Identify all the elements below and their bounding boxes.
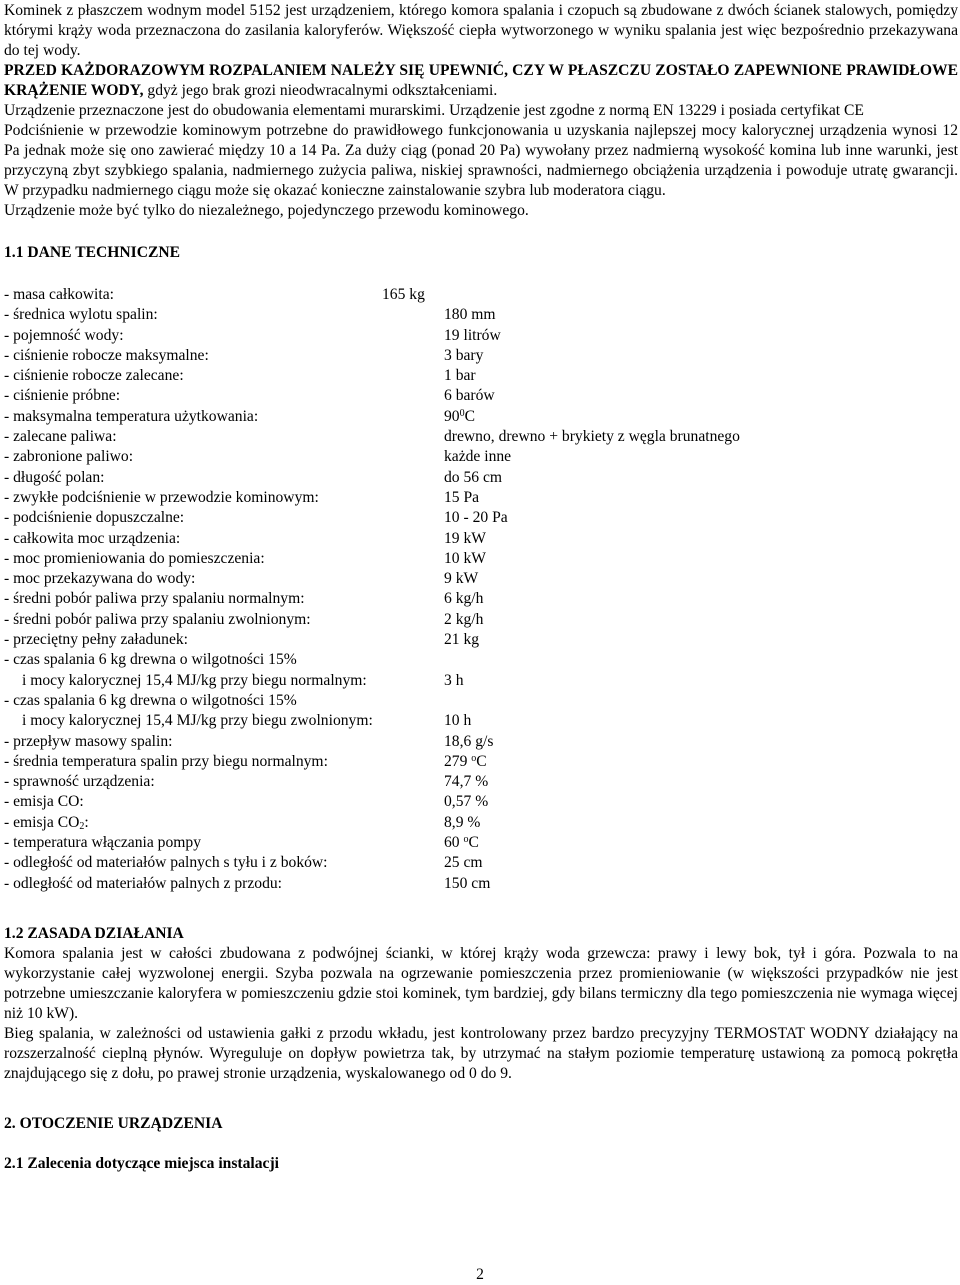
tech-data-row <box>4 610 958 630</box>
tech-data-row <box>4 650 958 670</box>
tech-data-label: i mocy kalorycznej 15,4 MJ/kg przy biegu zwolnionym: <box>22 712 373 730</box>
tech-data-row <box>4 630 958 650</box>
tech-data-label: - moc przekazywana do wody: <box>4 570 196 588</box>
operation-paragraph-2: Bieg spalania, w zależności od ustawienia gałki z przodu wkładu, jest kontrolowany przez bardzo precyzyjny TERMOSTAT WODNY działający na rozszerzalność cieplną płynów. Wyreguluje on dopływ powietrza tak, by utrzymać na stałym poziomie temperaturę ustawioną za pomocą pokrętła znajdującego się z dołu, po prawej stronie urządzenia, wyskalowanego od 0 do 9. <box>4 1024 958 1082</box>
tech-data-value: 18,6 g/s <box>444 732 494 750</box>
tech-data-value: 10 kW <box>444 549 487 567</box>
warning-paragraph <box>4 61 958 101</box>
tech-data-value: 60 $^o$C <box>444 834 479 852</box>
tech-data-label: - średni pobór paliwa przy spalaniu normalnym: <box>4 590 305 608</box>
tech-data-row <box>4 874 958 894</box>
tech-data-value: 150 cm <box>444 874 491 892</box>
tech-data-label: - czas spalania 6 kg drewna o wilgotności 15% <box>4 691 297 709</box>
tech-data-label: - temperatura włączania pompy <box>4 834 201 852</box>
tech-data-value: 9 kW <box>444 570 479 588</box>
tech-data-value: 10 - 20 Pa <box>444 509 508 527</box>
warning-bold-text: PRZED KAŻDORAZOWYM ROZPALANIEM NALEŻY SIĘ UPEWNIĆ, CZY W PŁASZCZU ZOSTAŁO ZAPEWNIONE PRAWIDŁOWE KRĄŻENIE WODY, <box>4 62 958 99</box>
tech-data-value: 180 mm <box>444 306 496 324</box>
tech-data-row <box>4 346 958 366</box>
tech-data-value: 3 h <box>444 671 464 689</box>
tech-data-row <box>4 407 958 427</box>
tech-data-value: drewno, drewno + brykiety z węgla brunatnego <box>444 428 740 446</box>
tech-data-row <box>4 569 958 589</box>
tech-data-label: - ciśnienie robocze zalecane: <box>4 367 184 385</box>
operation-paragraph-1: Komora spalania jest w całości zbudowana z podwójnej ścianki, w której krąży woda grzewcza: prawy i lewy bok, tył i góra. Pozwala to na wykorzystanie całej wyzwolonej energii. Szyba pozwala na ogrzewanie pomieszczenia przez promieniowanie (w większości przypadków nie jest potrzebne umieszczanie kaloryfera w pomieszczeniu gdzie stoi kominek, tym bardziej, gdy bilans termiczny dla tego pomieszczenia nie wymaga więcej niż 10 kW). <box>4 944 958 1022</box>
tech-data-value: 3 bary <box>444 346 484 364</box>
tech-data-value: 74,7 % <box>444 773 489 791</box>
tech-data-value: 1 bar <box>444 367 476 385</box>
tech-data-row <box>4 671 958 691</box>
tech-data-row <box>4 752 958 772</box>
tech-data-label: - średni pobór paliwa przy spalaniu zwolnionym: <box>4 610 311 628</box>
chimney-paragraph: Urządzenie może być tylko do niezależnego, pojedynczego przewodu kominowego. <box>4 202 529 219</box>
tech-data-label: i mocy kalorycznej 15,4 MJ/kg przy biegu normalnym: <box>22 671 367 689</box>
tech-data-row <box>4 732 958 752</box>
tech-data-value: 6 kg/h <box>444 590 484 608</box>
tech-data-value: 25 cm <box>444 854 483 872</box>
tech-data-label: - podciśnienie dopuszczalne: <box>4 509 185 527</box>
tech-data-value: 19 litrów <box>444 326 501 344</box>
tech-data-row <box>4 691 958 711</box>
tech-data-value: 6 barów <box>444 387 495 405</box>
tech-data-row <box>4 853 958 873</box>
tech-data-label: - całkowita moc urządzenia: <box>4 529 181 547</box>
tech-data-label: - sprawność urządzenia: <box>4 773 155 791</box>
tech-data-value: 21 kg <box>444 631 480 649</box>
tech-data-label: - masa całkowita: <box>4 286 114 303</box>
section-heading-tech-data: 1.1 DANE TECHNICZNE <box>4 244 181 261</box>
tech-data-label: - zwykłe podciśnienie w przewodzie kominowym: <box>4 488 319 506</box>
tech-data-row <box>4 792 958 812</box>
tech-data-label: - zabronione paliwo: <box>4 448 134 466</box>
tech-data-row <box>4 813 958 833</box>
tech-data-value: $90^0C$ <box>444 407 475 425</box>
tech-data-label: - długość polan: <box>4 468 105 486</box>
tech-data-value: 0,57 % <box>444 793 489 811</box>
section-heading-installation-place: 2.1 Zalecenia dotyczące miejsca instalacji <box>4 1154 279 1172</box>
tech-data-list <box>4 285 958 894</box>
tech-data-label: - odległość od materiałów palnych z przodu: <box>4 874 282 892</box>
tech-data-value: 8,9 % <box>444 813 481 831</box>
tech-data-value: 19 kW <box>444 529 487 547</box>
tech-data-label: - pojemność wody: <box>4 326 124 344</box>
tech-data-value: 10 h <box>444 712 472 730</box>
intro-paragraph: Kominek z płaszczem wodnym model 5152 jest urządzeniem, którego komora spalania i czopuch są zbudowane z dwóch ścianek stalowych, pomiędzy którymi krąży woda przeznaczona do zasilania kaloryferów. Większość ciepła wytworzonego w wyniku spalania jest więc bezpośrednio przekazywana do tej wody. <box>4 2 958 59</box>
tech-data-label: - emisja $CO_2$: <box>4 813 89 832</box>
page-number: 2 <box>476 1266 484 1283</box>
tech-data-row <box>4 305 958 325</box>
tech-data-row <box>4 589 958 609</box>
section-heading-operation: 1.2 ZASADA DZIAŁANIA <box>4 924 184 942</box>
tech-data-value: każde inne <box>444 448 512 466</box>
tech-data-value: 15 Pa <box>444 488 480 506</box>
section-heading-surroundings: 2. OTOCZENIE URZĄDZENIA <box>4 1114 223 1132</box>
warning-rest-text: gdyż jego brak grozi nieodwracalnymi odkształceniami. <box>143 82 498 99</box>
tech-data-label: - odległość od materiałów palnych s tyłu i z boków: <box>4 854 328 872</box>
tech-data-row <box>4 285 958 305</box>
tech-data-value: do 56 cm <box>444 468 503 486</box>
tech-data-label: - maksymalna temperatura użytkowania: <box>4 407 259 425</box>
tech-data-value: 279 $^o$C <box>444 752 487 770</box>
tech-data-row <box>4 468 958 488</box>
tech-data-label: - przeciętny pełny załadunek: <box>4 631 189 649</box>
tech-data-row <box>4 326 958 346</box>
tech-data-row <box>4 529 958 549</box>
tech-data-row <box>4 549 958 569</box>
certification-paragraph: Urządzenie przeznaczone jest do obudowania elementami murarskimi. Urządzenie jest zgodne z normą EN 13229 i posiada certyfikat CE <box>4 102 864 119</box>
tech-data-label: - czas spalania 6 kg drewna o wilgotności 15% <box>4 651 297 669</box>
tech-data-label: - przepływ masowy spalin: <box>4 732 173 750</box>
draft-paragraph: Podciśnienie w przewodzie kominowym potrzebne do prawidłowego funkcjonowania u uzyskania najlepszej mocy kalorycznej urządzenia wynosi 12 Pa jednak może się ono zawierać między 10 a 14 Pa. Za duży ciąg (ponad 20 Pa) wywołany przez nadmierną wysokość komina lub inne warunki, jest przyczyną zbyt szybkiego spalania, nadmiernego zużycia paliwa, niskiej sprawności, nadmiernego obciążenia urządzenia i powoduje utratę gwarancji. W przypadku nadmiernego ciągu może się okazać konieczne zainstalowanie szybra lub moderatora ciągu. <box>4 122 958 199</box>
tech-data-value: 165 kg <box>382 286 425 303</box>
tech-data-row <box>4 833 958 853</box>
tech-data-value: 2 kg/h <box>444 610 484 628</box>
tech-data-row <box>4 386 958 406</box>
tech-data-row <box>4 427 958 447</box>
tech-data-row <box>4 508 958 528</box>
tech-data-row <box>4 447 958 467</box>
tech-data-row <box>4 366 958 386</box>
tech-data-label: - ciśnienie próbne: <box>4 387 121 405</box>
tech-data-label: - moc promieniowania do pomieszczenia: <box>4 549 265 567</box>
tech-data-label: - zalecane paliwa: <box>4 428 117 446</box>
tech-data-label: - średnica wylotu spalin: <box>4 306 158 324</box>
tech-data-row <box>4 772 958 792</box>
document-page <box>4 1 958 1174</box>
tech-data-row <box>4 488 958 508</box>
tech-data-label: - emisja CO: <box>4 793 84 811</box>
tech-data-label: - ciśnienie robocze maksymalne: <box>4 346 209 364</box>
tech-data-label: - średnia temperatura spalin przy biegu normalnym: <box>4 752 328 770</box>
tech-data-row <box>4 711 958 731</box>
